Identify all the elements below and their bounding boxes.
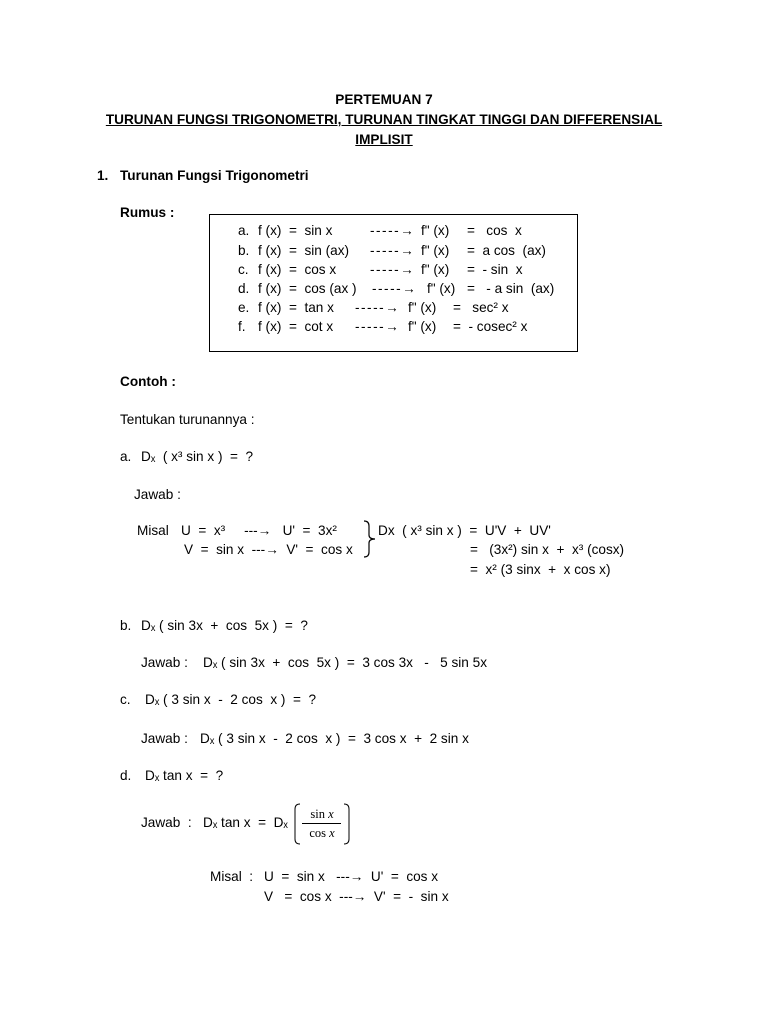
formula-rhs: = cos x — [467, 223, 522, 238]
formula-derivative: f" (x) — [421, 243, 450, 258]
formula-derivative: f" (x) — [421, 262, 450, 277]
formula-derivative: f" (x) — [421, 223, 450, 238]
formula-rhs: = - sin x — [467, 262, 523, 277]
formula-letter: f. — [238, 319, 246, 334]
formula-row-b — [0, 243, 768, 259]
example-a-result-line-2: = (3x²) sin x + x³ (cosx) — [470, 542, 625, 557]
example-d-misal-u: U = sin x ---→ U' = cos x — [264, 869, 439, 884]
instruction-text: Tentukan turunannya : — [120, 412, 255, 427]
formula-rhs: = sec² x — [453, 300, 509, 315]
fraction-denominator — [293, 826, 351, 840]
example-b-answer: Dₓ ( sin 3x + cos 5x ) = 3 cos 3x - 5 sin 5x — [203, 655, 487, 670]
rumus-label: Rumus : — [120, 205, 175, 220]
formula-letter: b. — [238, 243, 250, 258]
example-c-answer: Dₓ ( 3 sin x - 2 cos x ) = 3 cos x + 2 sin x — [200, 731, 469, 746]
example-b-question: Dₓ ( sin 3x + cos 5x ) = ? — [141, 618, 308, 633]
example-d-misal-label: Misal : — [210, 869, 254, 884]
formula-arrow: -----→ — [370, 243, 416, 258]
formula-derivative: f" (x) — [427, 281, 456, 296]
denominator-function: cos — [309, 826, 326, 840]
page-subtitle-line-1: TURUNAN FUNGSI TRIGONOMETRI, TURUNAN TINGKAT TINGGI DAN DIFFERENSIAL — [105, 112, 663, 127]
formula-rhs: = - cosec² x — [453, 319, 528, 334]
denominator-variable: x — [329, 826, 335, 840]
formula-row-d — [0, 281, 768, 297]
contoh-label: Contoh : — [120, 374, 176, 389]
example-b-answer-label: Jawab : — [141, 655, 188, 670]
curly-brace-icon — [363, 520, 377, 558]
numerator-function: sin — [310, 807, 325, 821]
formula-arrow: -----→ — [355, 300, 401, 315]
formula-letter: d. — [238, 281, 250, 296]
fraction-sin-over-cos — [293, 803, 351, 845]
formula-row-f — [0, 319, 768, 335]
example-d-letter: d. — [120, 768, 132, 783]
formula-arrow: -----→ — [370, 262, 416, 277]
example-a-result-line-1: Dx ( x³ sin x ) = U'V + UV' — [378, 523, 551, 538]
example-c-question: Dₓ ( 3 sin x - 2 cos x ) = ? — [145, 692, 317, 707]
formula-letter: a. — [238, 223, 250, 238]
formula-letter: e. — [238, 300, 250, 315]
formula-letter: c. — [238, 262, 249, 277]
page-subtitle-line-2: IMPLISIT — [355, 132, 413, 147]
section-number: 1. — [97, 168, 109, 183]
formula-row-a — [0, 223, 768, 239]
example-b-letter: b. — [120, 618, 132, 633]
example-a-question: Dₓ ( x³ sin x ) = ? — [141, 449, 254, 464]
example-d-answer: Dₓ tan x = Dₓ — [203, 815, 288, 830]
example-a-misal-label: Misal — [137, 523, 169, 538]
section-heading: Turunan Fungsi Trigonometri — [120, 168, 309, 183]
example-d-question: Dₓ tan x = ? — [145, 768, 224, 783]
formula-lhs: f (x) = sin x — [258, 223, 333, 238]
formula-derivative: f" (x) — [408, 319, 437, 334]
fraction-numerator — [293, 807, 351, 821]
formula-rhs: = a cos (ax) — [467, 243, 546, 258]
example-d-misal-v: V = cos x ---→ V' = - sin x — [264, 889, 449, 904]
formula-lhs: f (x) = cot x — [258, 319, 334, 334]
formula-row-c — [0, 262, 768, 278]
formula-derivative: f" (x) — [408, 300, 437, 315]
example-a-answer-label: Jawab : — [134, 487, 181, 502]
example-c-letter: c. — [120, 692, 131, 707]
formula-arrow: -----→ — [370, 223, 416, 238]
formula-arrow: -----→ — [355, 319, 401, 334]
formula-lhs: f (x) = sin (ax) — [258, 243, 350, 258]
formula-arrow: -----→ — [372, 281, 418, 296]
example-c-answer-label: Jawab : — [141, 731, 188, 746]
example-a-result-line-3: = x² (3 sinx + x cos x) — [470, 562, 611, 577]
example-a-letter: a. — [120, 449, 132, 464]
formula-row-e — [0, 300, 768, 316]
example-a-misal-v: V = sin x ---→ V' = cos x — [184, 542, 353, 557]
formula-rhs: = - a sin (ax) — [467, 281, 555, 296]
example-a-misal-u: U = x³ ---→ U' = 3x² — [181, 523, 337, 538]
numerator-variable: x — [328, 807, 334, 821]
formula-lhs: f (x) = cos (ax ) — [258, 281, 357, 296]
example-d-answer-label: Jawab : — [141, 815, 192, 830]
page-title: PERTEMUAN 7 — [335, 92, 433, 107]
formula-lhs: f (x) = cos x — [258, 262, 337, 277]
formula-lhs: f (x) = tan x — [258, 300, 334, 315]
